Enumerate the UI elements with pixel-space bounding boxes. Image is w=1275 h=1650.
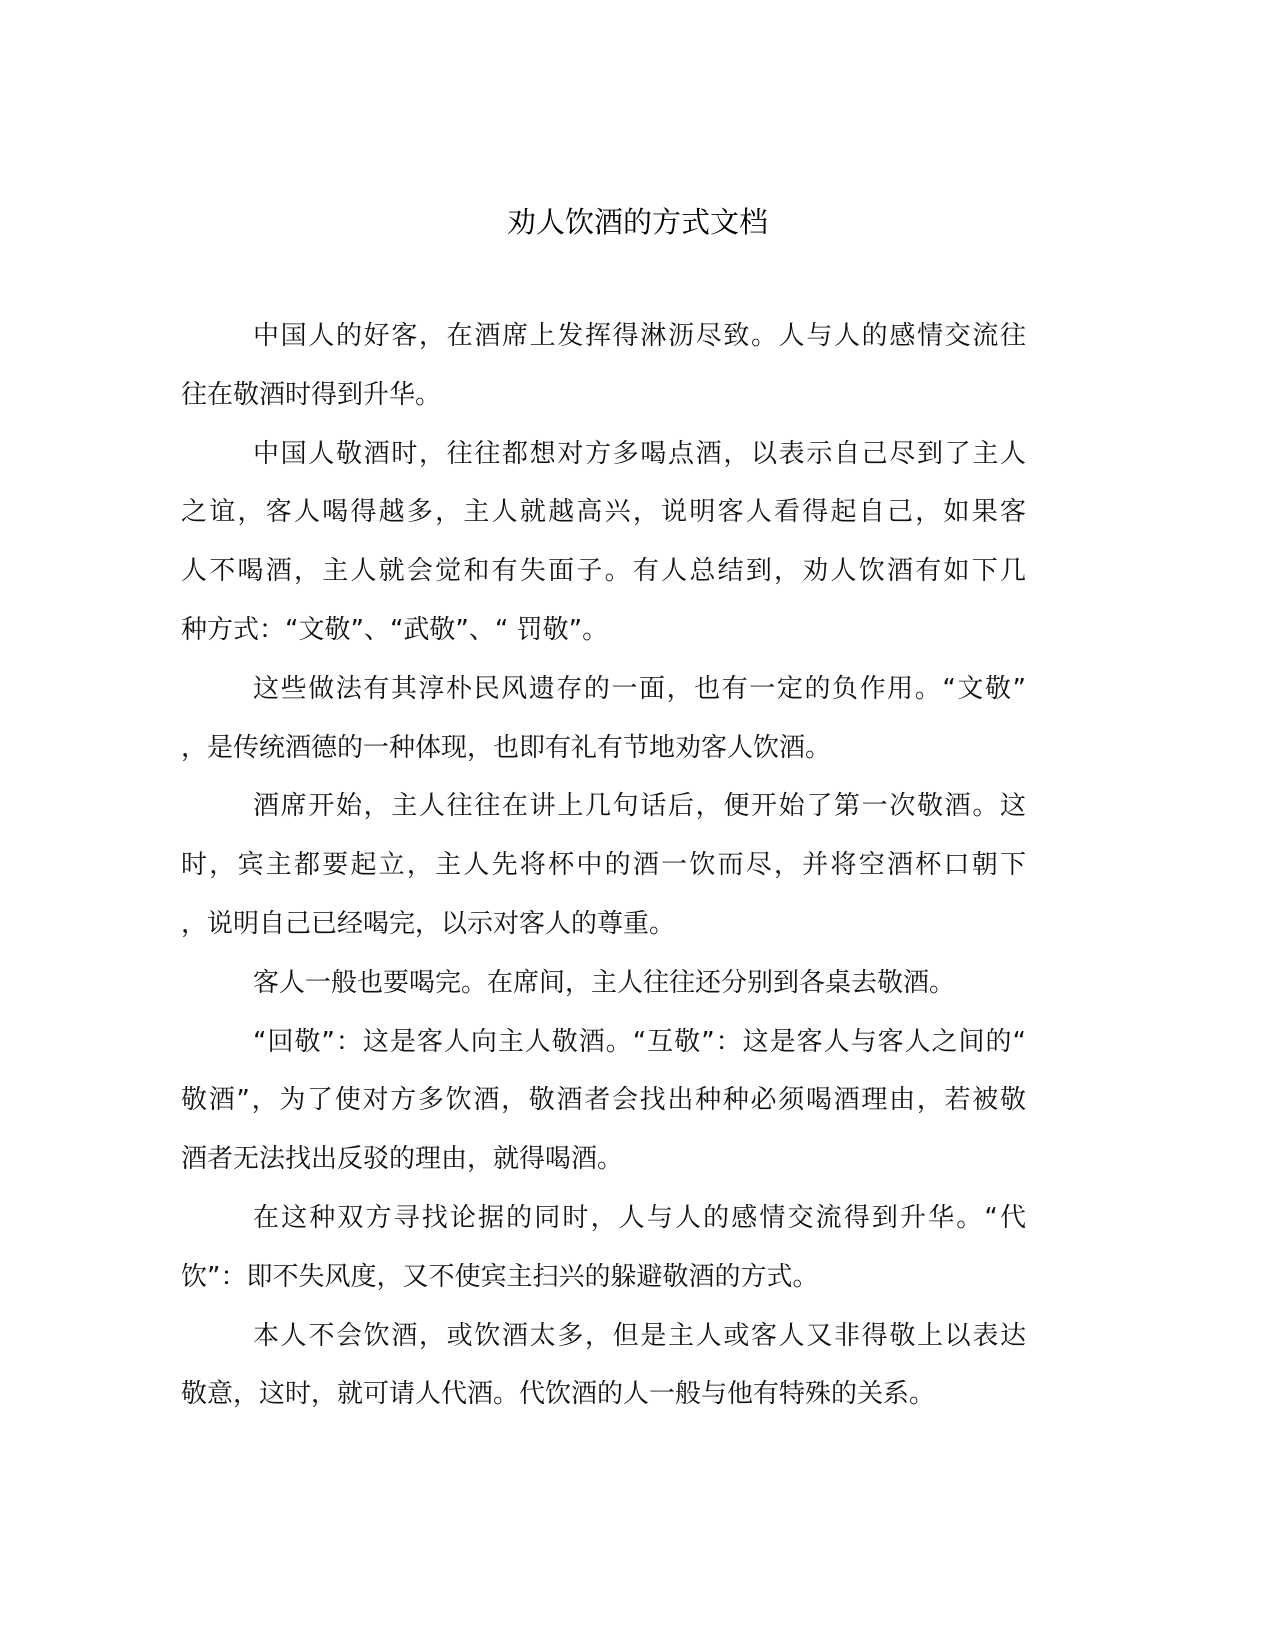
paragraph-line: ，是传统酒德的一种体现，也即有礼有节地劝客人饮酒。 [181, 733, 832, 763]
paragraph-line: 在这种双方寻找论据的同时，人与人的感情交流得到升华。“代 [253, 1203, 1026, 1233]
paragraph-line: 酒席开始，主人往往在讲上几句话后，便开始了第一次敬酒。这 [253, 791, 1026, 821]
paragraph-line: 中国人敬酒时，往往都想对方多喝点酒，以表示自己尽到了主人 [253, 439, 1026, 469]
paragraph-line: 客人一般也要喝完。在席间，主人往往还分别到各桌去敬酒。 [253, 968, 956, 998]
paragraph-line: 本人不会饮酒，或饮酒太多，但是主人或客人又非得敬上以表达 [253, 1321, 1026, 1351]
paragraph-line: 种方式：“文敬”、“武敬”、“ 罚敬”。 [181, 615, 609, 645]
paragraph-line: “回敬”：这是客人向主人敬酒。“互敬”：这是客人与客人之间的“ [253, 1027, 1026, 1057]
paragraph-line: 敬意，这时，就可请人代酒。代饮酒的人一般与他有特殊的关系。 [181, 1379, 936, 1409]
document-title: 劝人饮酒的方式文档 [506, 205, 768, 239]
paragraph-line: 敬酒”，为了使对方多饮酒，敬酒者会找出种种必须喝酒理由，若被敬 [181, 1085, 1026, 1115]
paragraph-line: 这些做法有其淳朴民风遗存的一面，也有一定的负作用。“文敬” [253, 674, 1026, 704]
paragraph-line: 中国人的好客，在酒席上发挥得淋沥尽致。人与人的感情交流往 [253, 321, 1026, 351]
paragraph-line: 之谊，客人喝得越多，主人就越高兴，说明客人看得起自己，如果客 [181, 497, 1026, 527]
paragraph-line: 酒者无法找出反驳的理由，就得喝酒。 [181, 1144, 624, 1174]
paragraph-line: 时，宾主都要起立，主人先将杯中的酒一饮而尽，并将空酒杯口朝下 [181, 850, 1026, 880]
paragraph-line: ，说明自己已经喝完，以示对客人的尊重。 [181, 909, 676, 939]
paragraph-line: 人不喝酒，主人就会觉和有失面子。有人总结到，劝人饮酒有如下几 [181, 556, 1026, 586]
paragraph-line: 往在敬酒时得到升华。 [181, 380, 442, 410]
paragraph-line: 饮”：即不失风度，又不使宾主扫兴的躲避敬酒的方式。 [181, 1262, 819, 1292]
